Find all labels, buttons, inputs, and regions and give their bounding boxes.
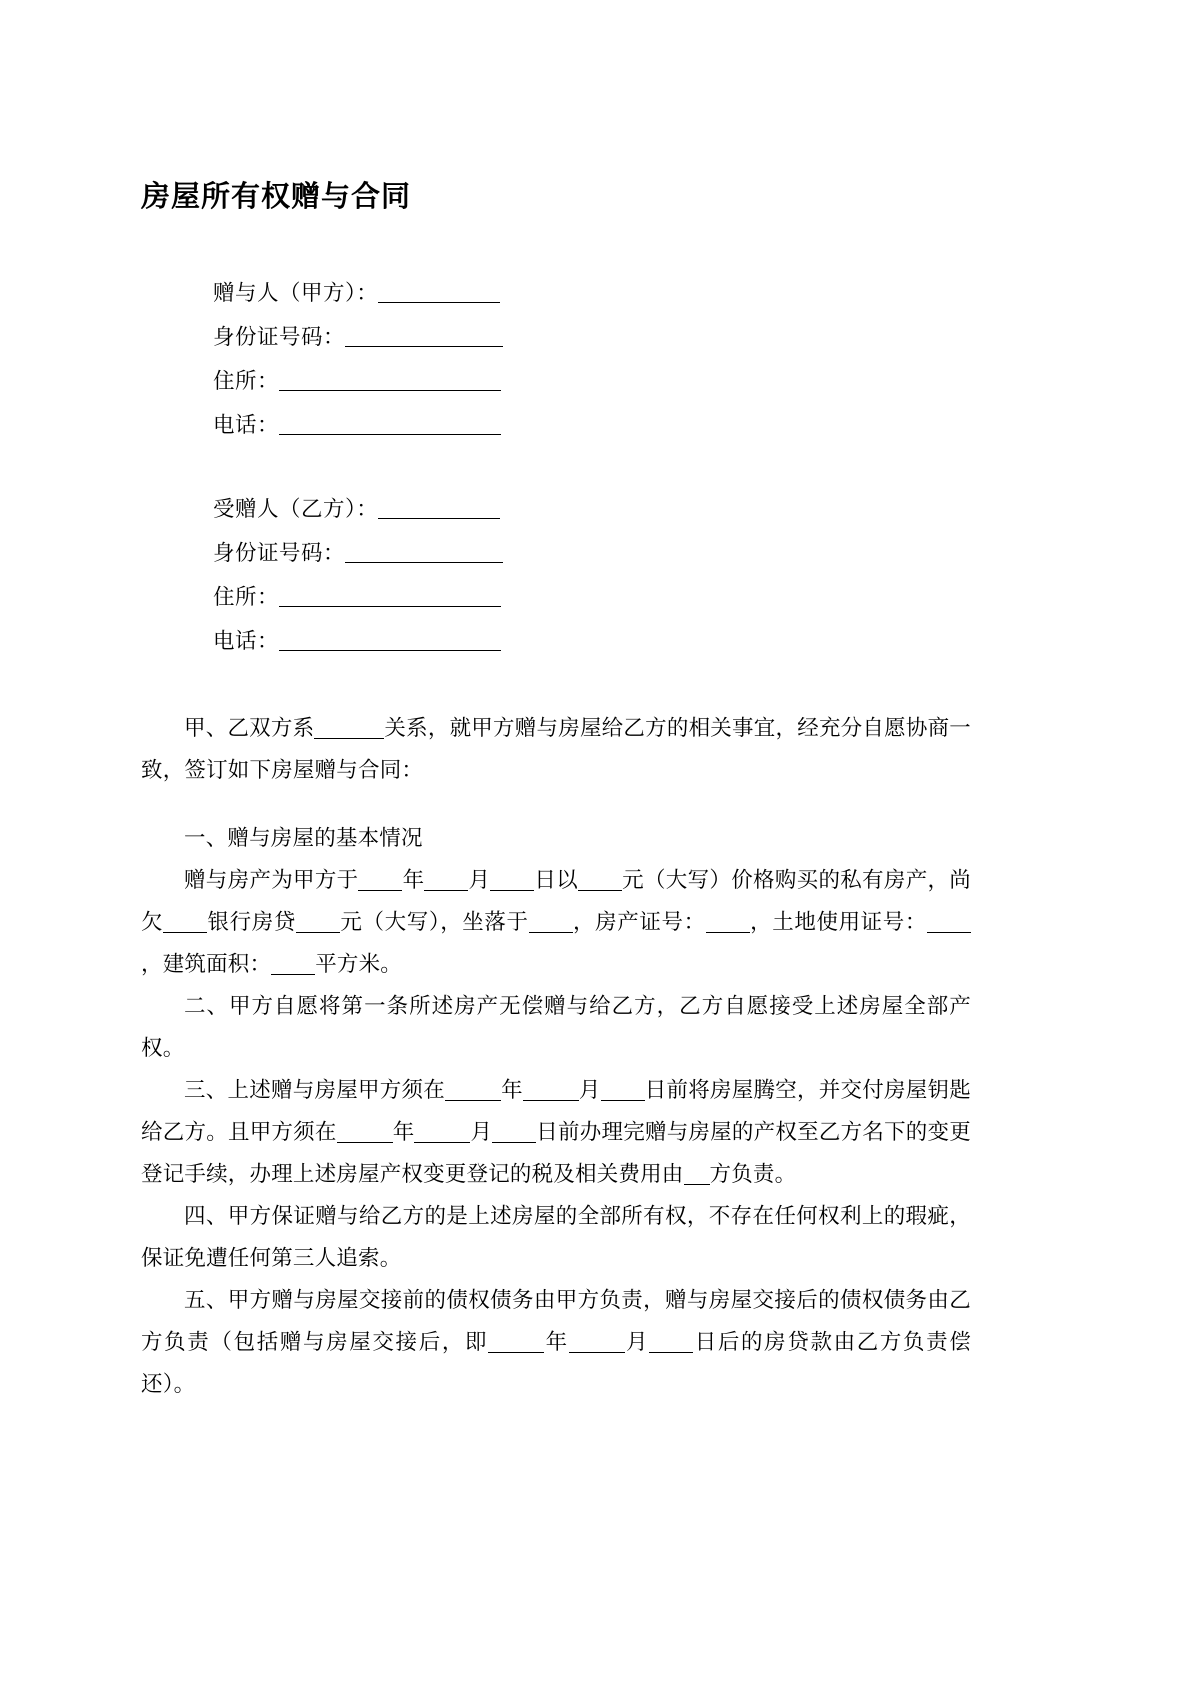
vacate-day-blank[interactable] — [601, 1100, 645, 1101]
document-content — [141, 0, 971, 1406]
sec1-text-g: 元（大写），坐落于 — [339, 909, 529, 935]
donor-name-label: 赠与人（甲方）： — [213, 280, 379, 306]
purchase-month-blank[interactable] — [424, 890, 468, 891]
sec3-text-f: 月 — [470, 1119, 493, 1145]
donor-address-label: 住所： — [213, 368, 280, 394]
sec1-text-a: 赠与房产为甲方于 — [184, 867, 359, 893]
sec3-text-c: 月 — [578, 1077, 601, 1103]
section-1-body — [141, 860, 971, 986]
donor-id-line — [213, 316, 971, 360]
transfer-month-blank[interactable] — [414, 1142, 470, 1143]
purchase-year-blank[interactable] — [358, 890, 402, 891]
sec5-text-b: 年 — [544, 1329, 569, 1355]
donor-phone-label: 电话： — [213, 412, 280, 438]
preamble-text-part1: 甲、乙双方系 — [184, 715, 315, 741]
donee-id-line — [213, 532, 971, 576]
donee-name-label: 受赠人（乙方）： — [213, 496, 379, 522]
sec1-text-h: ，房产证号： — [572, 909, 706, 935]
donee-name-blank[interactable] — [378, 518, 500, 519]
donor-name-blank[interactable] — [378, 302, 500, 303]
land-use-certificate-no-blank[interactable] — [927, 932, 971, 933]
property-certificate-no-blank[interactable] — [706, 932, 750, 933]
section-2-body — [141, 986, 971, 1070]
purchase-price-blank[interactable] — [578, 890, 622, 891]
section-5-body — [141, 1280, 971, 1406]
sec5-text-a: 五、甲方赠与房屋交接前的债权债务由甲方负责，赠与房屋交接后的债权债务由乙方负责（包括赠与房屋交接后，即 — [141, 1287, 971, 1355]
sec1-text-j: ，建筑面积： — [141, 951, 272, 977]
handover-month-blank[interactable] — [569, 1352, 625, 1353]
donor-id-blank[interactable] — [345, 346, 503, 347]
donor-phone-blank[interactable] — [279, 434, 501, 435]
sec1-text-d: 日以 — [534, 867, 579, 893]
sec1-text-f: 银行房贷 — [207, 909, 296, 935]
donee-id-blank[interactable] — [345, 562, 503, 563]
section-4-body — [141, 1196, 971, 1280]
donor-address-blank[interactable] — [279, 390, 501, 391]
transfer-year-blank[interactable] — [337, 1142, 393, 1143]
sec3-text-b: 年 — [501, 1077, 523, 1103]
handover-day-blank[interactable] — [649, 1352, 693, 1353]
donee-address-line — [213, 576, 971, 620]
section-3-body — [141, 1070, 971, 1196]
building-area-blank[interactable] — [271, 974, 315, 975]
bank-name-blank[interactable] — [163, 932, 207, 933]
sec1-text-k: 平方米。 — [315, 951, 403, 977]
fee-bearer-blank[interactable] — [684, 1184, 710, 1185]
vacate-month-blank[interactable] — [523, 1100, 579, 1101]
sec5-text-d: 日后的房贷款由乙方负责偿还）。 — [141, 1329, 972, 1397]
donor-party-block — [141, 272, 971, 448]
sec1-text-e: 元（大写）价格购买的私有房产，尚欠 — [141, 867, 972, 935]
sec3-text-e: 年 — [392, 1119, 415, 1145]
purchase-day-blank[interactable] — [490, 890, 534, 891]
page-title: 房屋所有权赠与合同 — [141, 179, 412, 213]
donee-phone-label: 电话： — [213, 628, 280, 654]
donee-address-label: 住所： — [213, 584, 280, 610]
handover-year-blank[interactable] — [488, 1352, 544, 1353]
donor-name-line — [213, 272, 971, 316]
donor-phone-line — [213, 404, 971, 448]
relationship-blank[interactable] — [314, 738, 384, 739]
donor-id-label: 身份证号码： — [213, 324, 346, 350]
preamble-paragraph — [141, 708, 971, 792]
donee-party-block — [141, 488, 971, 664]
donee-phone-line — [213, 620, 971, 664]
donor-address-line — [213, 360, 971, 404]
section-1-heading — [141, 818, 971, 860]
sec4-text: 四、甲方保证赠与给乙方的是上述房屋的全部所有权，不存在任何权利上的瑕疵，保证免遭任何第三人追索。 — [141, 1203, 971, 1271]
vacate-year-blank[interactable] — [445, 1100, 501, 1101]
sec2-text: 二、甲方自愿将第一条所述房产无偿赠与给乙方，乙方自愿接受上述房屋全部产权。 — [141, 993, 971, 1061]
sec3-text-a: 三、上述赠与房屋甲方须在 — [184, 1077, 446, 1103]
donee-address-blank[interactable] — [279, 606, 501, 607]
section-1-heading-text: 一、赠与房屋的基本情况 — [184, 825, 423, 851]
sec3-text-d: 日前将房屋腾空，并交付房屋钥匙给乙方。且甲方须在 — [141, 1077, 971, 1145]
sec3-text-h: 方负责。 — [709, 1161, 797, 1187]
donee-phone-blank[interactable] — [279, 650, 501, 651]
sec1-text-i: ，土地使用证号： — [749, 909, 928, 935]
sec5-text-c: 月 — [624, 1329, 650, 1355]
donee-name-line — [213, 488, 971, 532]
preamble-text-part2: 关系，就甲方赠与房屋给乙方的相关事宜，经充分自愿协商一致，签订如下房屋赠与合同： — [141, 715, 972, 783]
sec1-text-b: 年 — [402, 867, 425, 893]
mortgage-amount-blank[interactable] — [296, 932, 340, 933]
sec1-text-c: 月 — [468, 867, 491, 893]
donee-id-label: 身份证号码： — [213, 540, 346, 566]
sec3-text-g: 日前办理完赠与房屋的产权至乙方名下的变更登记手续，办理上述房屋产权变更登记的税及相关费用由 — [141, 1119, 971, 1187]
transfer-day-blank[interactable] — [492, 1142, 536, 1143]
property-location-blank[interactable] — [529, 932, 573, 933]
